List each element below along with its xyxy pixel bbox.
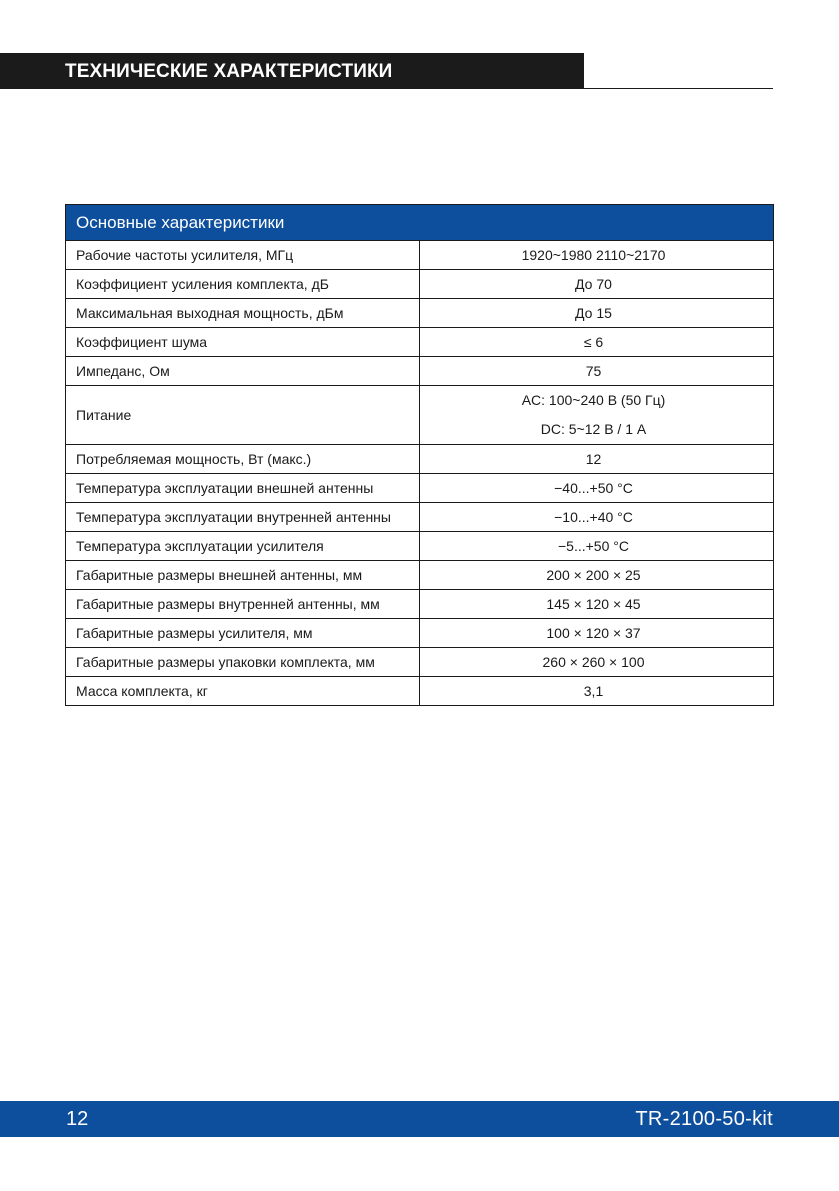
section-title: ТЕХНИЧЕСКИЕ ХАРАКТЕРИСТИКИ xyxy=(65,61,393,82)
spec-value: 1920~1980 2110~2170 xyxy=(420,241,774,270)
model-name: TR-2100-50-kit xyxy=(635,1108,773,1130)
spec-label: Габаритные размеры внутренней антенны, мм xyxy=(66,590,420,619)
spec-value: 145 × 120 × 45 xyxy=(420,590,774,619)
table-row xyxy=(66,474,774,503)
header-divider xyxy=(584,88,773,89)
table-row xyxy=(66,503,774,532)
table-row xyxy=(66,241,774,270)
table-row xyxy=(66,648,774,677)
power-ac-value: AC: 100~240 В (50 Гц) xyxy=(521,392,666,408)
spec-label: Температура эксплуатации внутренней антенны xyxy=(66,503,420,532)
table-header-row xyxy=(66,205,774,241)
specifications-table xyxy=(65,204,774,706)
power-dc-value: DC: 5~12 В / 1 А xyxy=(540,421,647,437)
page-footer xyxy=(0,1101,839,1137)
table-row xyxy=(66,270,774,299)
spec-label: Коэффициент усиления комплекта, дБ xyxy=(66,270,420,299)
spec-value: −10...+40 °C xyxy=(420,503,774,532)
spec-label: Коэффициент шума xyxy=(66,328,420,357)
spec-label: Импеданс, Ом xyxy=(66,357,420,386)
spec-value: До 70 xyxy=(420,270,774,299)
page-number: 12 xyxy=(66,1108,89,1130)
spec-value: 100 × 120 × 37 xyxy=(420,619,774,648)
table-title: Основные характеристики xyxy=(66,205,774,241)
table-row xyxy=(66,590,774,619)
spec-label: Рабочие частоты усилителя, МГц xyxy=(66,241,420,270)
spec-value: До 15 xyxy=(420,299,774,328)
table-row xyxy=(66,328,774,357)
spec-label: Габаритные размеры упаковки комплекта, мм xyxy=(66,648,420,677)
spec-label: Масса комплекта, кг xyxy=(66,677,420,706)
spec-label: Температура эксплуатации усилителя xyxy=(66,532,420,561)
spec-label: Температура эксплуатации внешней антенны xyxy=(66,474,420,503)
table-row xyxy=(66,561,774,590)
section-header xyxy=(0,53,584,89)
spec-label: Габаритные размеры внешней антенны, мм xyxy=(66,561,420,590)
spec-value: 260 × 260 × 100 xyxy=(420,648,774,677)
spec-value: 200 × 200 × 25 xyxy=(420,561,774,590)
spec-label: Габаритные размеры усилителя, мм xyxy=(66,619,420,648)
table-row xyxy=(66,532,774,561)
spec-value-power xyxy=(420,386,774,445)
table-row xyxy=(66,386,774,445)
spec-value: 3,1 xyxy=(420,677,774,706)
spec-label: Потребляемая мощность, Вт (макс.) xyxy=(66,445,420,474)
spec-value: 75 xyxy=(420,357,774,386)
table-row xyxy=(66,619,774,648)
table-row xyxy=(66,445,774,474)
spec-value: −5...+50 °C xyxy=(420,532,774,561)
spec-label: Питание xyxy=(66,386,420,445)
spec-value: 12 xyxy=(420,445,774,474)
spec-value: ≤ 6 xyxy=(420,328,774,357)
spec-value: −40...+50 °C xyxy=(420,474,774,503)
table-row xyxy=(66,357,774,386)
table-row xyxy=(66,677,774,706)
table-row xyxy=(66,299,774,328)
spec-label: Максимальная выходная мощность, дБм xyxy=(66,299,420,328)
